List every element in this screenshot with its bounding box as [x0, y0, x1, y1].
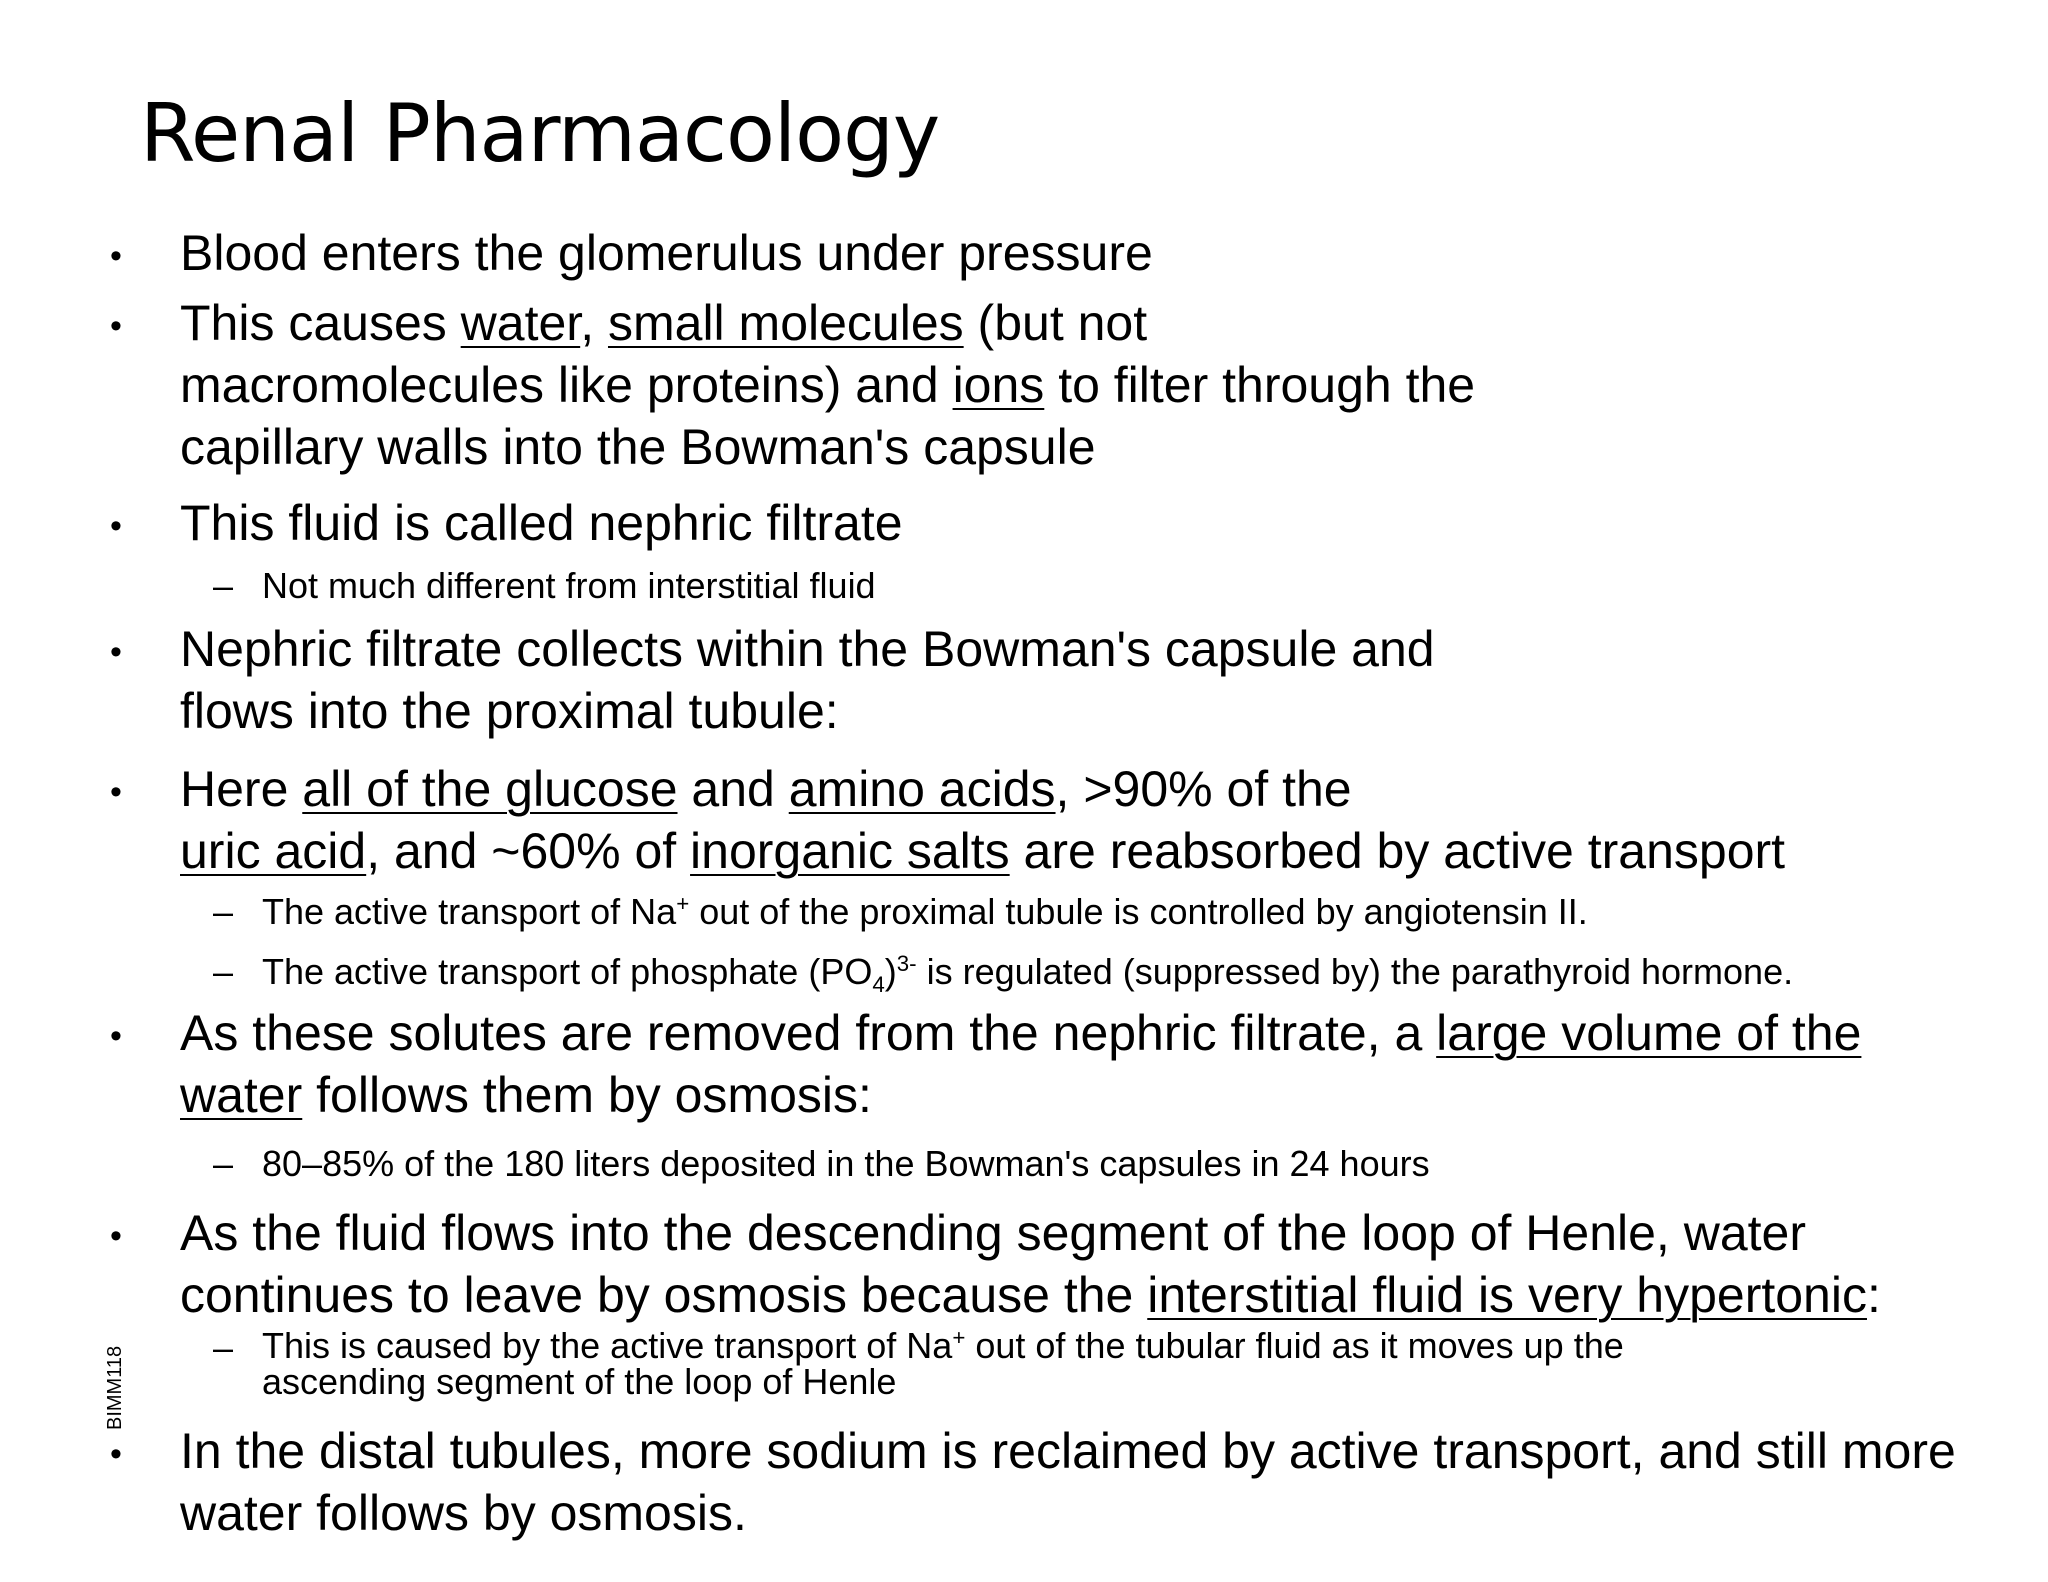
subbullet-angiotensin [262, 892, 1588, 932]
bullet-blood-enters [180, 222, 1153, 284]
text-run: macromolecules like proteins) and [180, 357, 953, 413]
term-ions: ions [952, 357, 1045, 413]
subscript: 4 [872, 972, 885, 998]
superscript: 3- [896, 951, 917, 976]
bullet-marker: • [110, 773, 122, 811]
term-glucose: all of the glucose [302, 761, 678, 817]
text-run: is regulated (suppressed by) the parathyroid hormone. [916, 951, 1794, 992]
text-run: (but not [963, 295, 1148, 351]
term-water: water [460, 295, 581, 351]
text-run: continues to leave by osmosis because the [180, 1267, 1148, 1323]
bullet-distal-line-1: In the distal tubules, more sodium is reclaimed by active transport, and still more [180, 1423, 1956, 1479]
term-uric-acid: uric acid [180, 823, 367, 879]
dash-marker: – [213, 1327, 234, 1368]
bullet-marker: • [110, 1435, 122, 1473]
text-run: out of the proximal tubule is controlled by angiotensin II. [689, 891, 1588, 932]
bullet-filtration-line-2 [180, 354, 1475, 416]
text-run: As these solutes are removed from the nephric filtrate, a [180, 1005, 1437, 1061]
text-run: follows them by osmosis: [302, 1067, 872, 1123]
subbullet-active-transport-line-2: ascending segment of the loop of Henle [262, 1361, 897, 1402]
bullet-reabsorption-line-1 [180, 758, 1352, 820]
text-run: The active transport of phosphate (PO [262, 951, 873, 992]
slide-title: Renal Pharmacology [140, 87, 940, 180]
text-run: This is caused by the active transport of Na [262, 1325, 953, 1366]
text-run: out of the tubular fluid as it moves up the [965, 1325, 1624, 1366]
dash-marker: – [213, 891, 234, 932]
bullet-text: Blood enters the glomerulus under pressure [180, 225, 1153, 281]
subbullet-interstitial: Not much different from interstitial fluid [262, 565, 876, 606]
bullet-reabsorption-line-2 [180, 820, 1785, 882]
bullet-filtration-line-1 [180, 292, 1147, 354]
bullet-collects-line-1: Nephric filtrate collects within the Bowman's capsule and [180, 621, 1435, 677]
dash-marker: – [213, 1143, 234, 1184]
bullet-solutes-line-1 [180, 1002, 1861, 1064]
bullet-marker: • [110, 507, 122, 545]
term-inorganic-salts: inorganic salts [690, 823, 1010, 879]
term-amino-acids: amino acids [788, 761, 1056, 817]
bullet-distal-line-2: water follows by osmosis. [180, 1485, 747, 1541]
term-large-volume: large volume of the [1436, 1005, 1862, 1061]
bullet-marker: • [110, 1217, 122, 1255]
text-run: : [1866, 1267, 1881, 1323]
text-run: This causes [180, 295, 461, 351]
text-run: , [580, 295, 608, 351]
bullet-filtration-line-3: capillary walls into the Bowman's capsule [180, 419, 1096, 475]
bullet-collects-line-2: flows into the proximal tubule: [180, 683, 839, 739]
dash-marker: – [213, 565, 234, 606]
text-run: Here [180, 761, 303, 817]
bullet-marker: • [110, 307, 122, 345]
bullet-marker: • [110, 237, 122, 275]
text-run: ) [884, 951, 897, 992]
subbullet-180-liters: 80–85% of the 180 liters deposited in the Bowman's capsules in 24 hours [262, 1143, 1430, 1184]
subbullet-phosphate [262, 951, 1794, 998]
bullet-henle-line-1: As the fluid flows into the descending segment of the loop of Henle, water [180, 1205, 1806, 1261]
dash-marker: – [213, 951, 234, 992]
text-run: , and ~60% of [366, 823, 691, 879]
text-run: to filter through the [1044, 357, 1476, 413]
bullet-solutes-line-2 [180, 1064, 872, 1126]
term-hypertonic: interstitial fluid is very hypertonic [1147, 1267, 1867, 1323]
bullet-marker: • [110, 633, 122, 671]
footer-course-code: BIMM118 [104, 1345, 126, 1430]
term-water: water [180, 1067, 303, 1123]
subbullet-active-transport-line-1 [262, 1325, 1624, 1366]
superscript: + [676, 891, 690, 916]
text-run: and [677, 761, 789, 817]
term-small-molecules: small molecules [607, 295, 964, 351]
bullet-marker: • [110, 1017, 122, 1055]
bullet-henle-line-2 [180, 1264, 1881, 1326]
text-run: The active transport of Na [262, 891, 677, 932]
bullet-nephric-filtrate: This fluid is called nephric filtrate [180, 495, 903, 551]
text-run: are reabsorbed by active transport [1009, 823, 1786, 879]
superscript: + [952, 1325, 966, 1350]
text-run: , >90% of the [1055, 761, 1352, 817]
